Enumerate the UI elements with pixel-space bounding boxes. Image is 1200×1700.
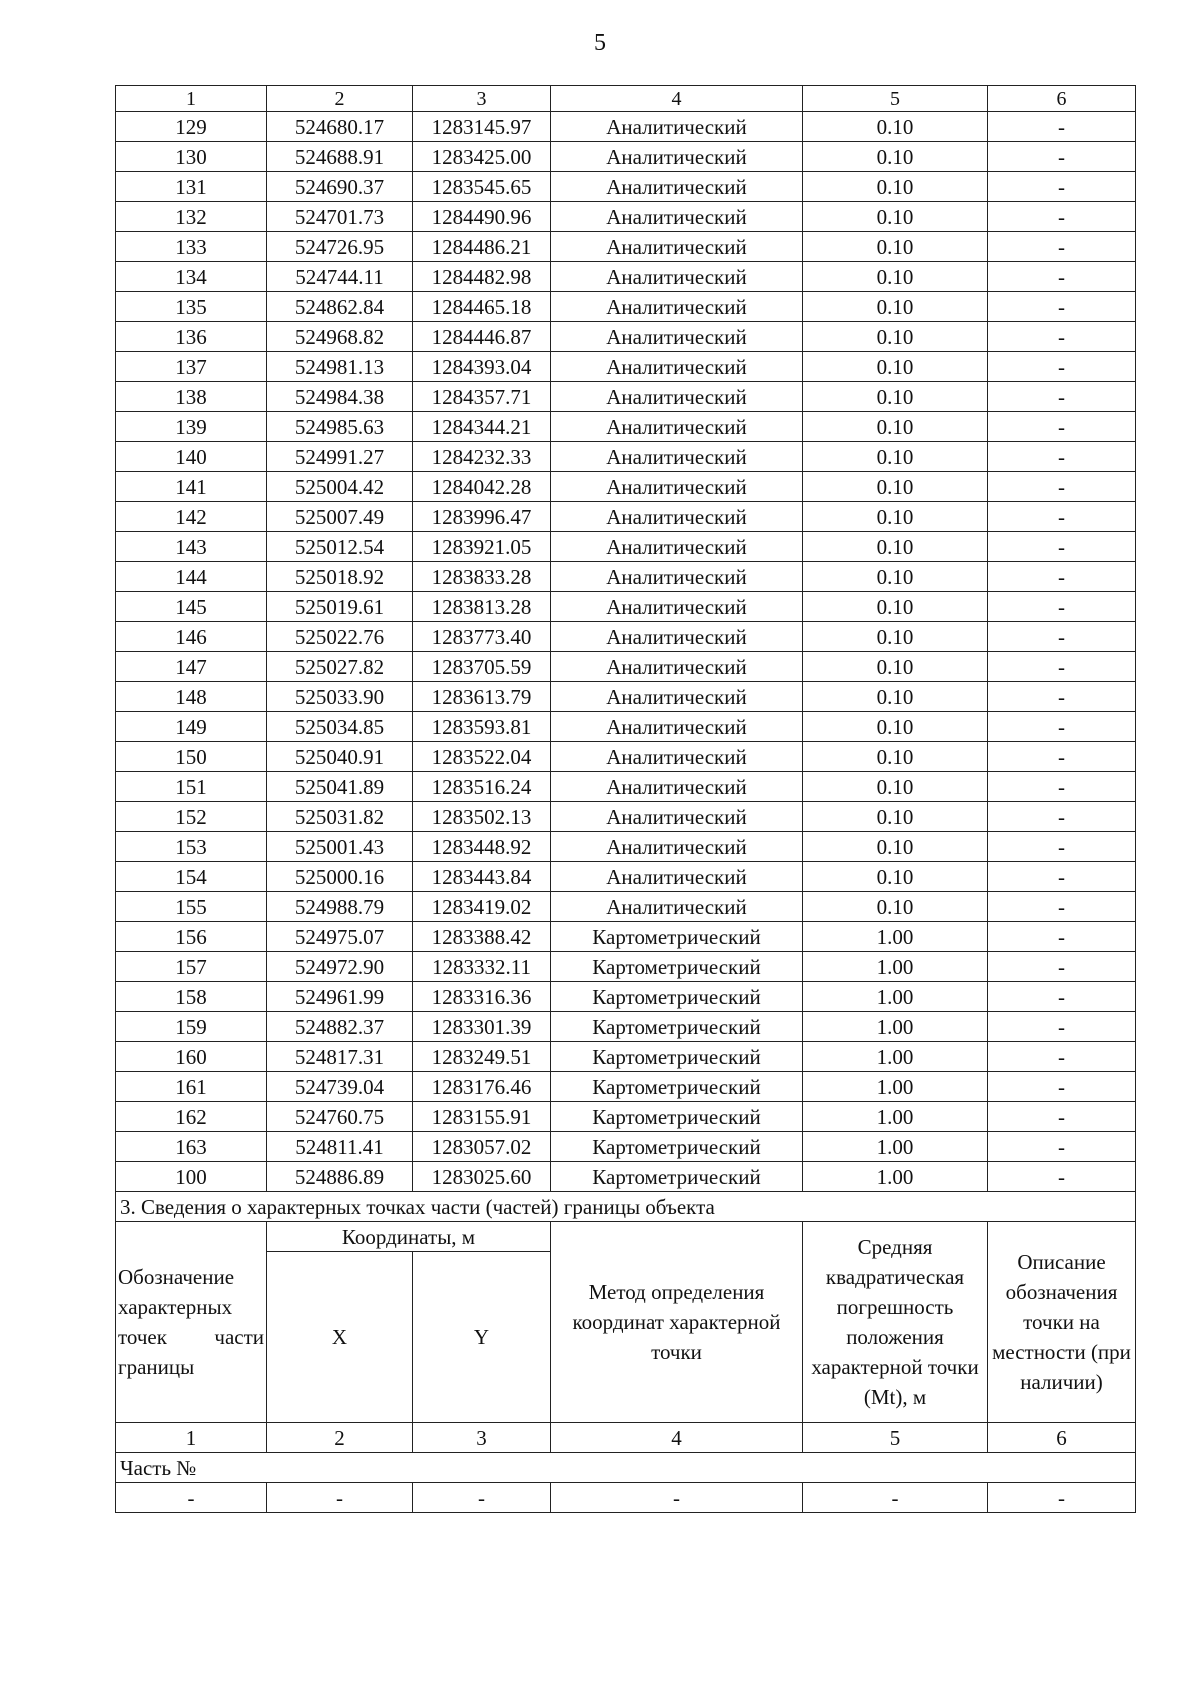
mean-error-cell: 1.00 <box>803 1132 988 1162</box>
description-cell: - <box>988 442 1136 472</box>
method-cell: Аналитический <box>551 772 803 802</box>
description-cell: - <box>988 202 1136 232</box>
method-cell: Аналитический <box>551 802 803 832</box>
y-coordinate-cell: 1283425.00 <box>413 142 551 172</box>
x-coordinate-cell: 525012.54 <box>267 532 413 562</box>
y-coordinate-cell: 1283705.59 <box>413 652 551 682</box>
point-number-cell: 140 <box>116 442 267 472</box>
method-cell: Аналитический <box>551 352 803 382</box>
method-cell: Аналитический <box>551 862 803 892</box>
y-coordinate-cell: 1283025.60 <box>413 1162 551 1192</box>
y-coordinate-cell: 1283613.79 <box>413 682 551 712</box>
point-number-cell: 143 <box>116 532 267 562</box>
table-row <box>116 952 1136 982</box>
mean-error-cell: 0.10 <box>803 622 988 652</box>
header-error: Средняя квадратическая погрешность положения характерной точки (Mt), м <box>803 1222 988 1423</box>
description-cell: - <box>988 352 1136 382</box>
mean-error-cell: 0.10 <box>803 412 988 442</box>
y-coordinate-cell: 1283443.84 <box>413 862 551 892</box>
method-cell: Аналитический <box>551 232 803 262</box>
y-coordinate-cell: 1283833.28 <box>413 562 551 592</box>
y-coordinate-cell: 1283332.11 <box>413 952 551 982</box>
column-number: 4 <box>551 1423 803 1453</box>
y-coordinate-cell: 1283155.91 <box>413 1102 551 1132</box>
header-designation-line: характерных <box>118 1295 233 1319</box>
y-coordinate-cell: 1284490.96 <box>413 202 551 232</box>
x-coordinate-cell: 524975.07 <box>267 922 413 952</box>
point-number-cell: 129 <box>116 112 267 142</box>
point-number-cell: 156 <box>116 922 267 952</box>
y-coordinate-cell: 1283522.04 <box>413 742 551 772</box>
column-number: 4 <box>551 86 803 112</box>
method-cell: Аналитический <box>551 622 803 652</box>
point-number-cell: 133 <box>116 232 267 262</box>
y-coordinate-cell: 1283057.02 <box>413 1132 551 1162</box>
point-number-cell: 141 <box>116 472 267 502</box>
empty-cell: - <box>988 1483 1136 1513</box>
mean-error-cell: 0.10 <box>803 652 988 682</box>
y-coordinate-cell: 1283316.36 <box>413 982 551 1012</box>
method-cell: Аналитический <box>551 532 803 562</box>
section-header-row <box>116 1222 1136 1252</box>
description-cell: - <box>988 562 1136 592</box>
method-cell: Картометрический <box>551 952 803 982</box>
x-coordinate-cell: 525007.49 <box>267 502 413 532</box>
x-coordinate-cell: 524726.95 <box>267 232 413 262</box>
description-cell: - <box>988 172 1136 202</box>
method-cell: Аналитический <box>551 172 803 202</box>
point-number-cell: 100 <box>116 1162 267 1192</box>
point-number-cell: 157 <box>116 952 267 982</box>
y-coordinate-cell: 1284344.21 <box>413 412 551 442</box>
point-number-cell: 138 <box>116 382 267 412</box>
x-coordinate-cell: 524961.99 <box>267 982 413 1012</box>
x-coordinate-cell: 525004.42 <box>267 472 413 502</box>
y-coordinate-cell: 1284042.28 <box>413 472 551 502</box>
x-coordinate-cell: 524886.89 <box>267 1162 413 1192</box>
method-cell: Аналитический <box>551 562 803 592</box>
x-coordinate-cell: 524981.13 <box>267 352 413 382</box>
table-row <box>116 1132 1136 1162</box>
x-coordinate-cell: 524760.75 <box>267 1102 413 1132</box>
point-number-cell: 149 <box>116 712 267 742</box>
description-cell: - <box>988 652 1136 682</box>
table-row <box>116 802 1136 832</box>
column-number: 1 <box>116 86 267 112</box>
table-row <box>116 412 1136 442</box>
x-coordinate-cell: 525018.92 <box>267 562 413 592</box>
table-row <box>116 652 1136 682</box>
x-coordinate-cell: 525001.43 <box>267 832 413 862</box>
y-coordinate-cell: 1283996.47 <box>413 502 551 532</box>
x-coordinate-cell: 524680.17 <box>267 112 413 142</box>
table-row <box>116 322 1136 352</box>
mean-error-cell: 0.10 <box>803 592 988 622</box>
mean-error-cell: 0.10 <box>803 502 988 532</box>
column-number: 2 <box>267 1423 413 1453</box>
y-coordinate-cell: 1283813.28 <box>413 592 551 622</box>
page-number: 5 <box>594 30 606 56</box>
y-coordinate-cell: 1284446.87 <box>413 322 551 352</box>
point-number-cell: 161 <box>116 1072 267 1102</box>
mean-error-cell: 0.10 <box>803 262 988 292</box>
method-cell: Аналитический <box>551 262 803 292</box>
table-row <box>116 712 1136 742</box>
column-number: 3 <box>413 86 551 112</box>
column-number: 3 <box>413 1423 551 1453</box>
column-number: 5 <box>803 86 988 112</box>
column-number: 6 <box>988 1423 1136 1453</box>
method-cell: Аналитический <box>551 112 803 142</box>
table-row <box>116 502 1136 532</box>
mean-error-cell: 1.00 <box>803 1102 988 1132</box>
y-coordinate-cell: 1284486.21 <box>413 232 551 262</box>
y-coordinate-cell: 1283593.81 <box>413 712 551 742</box>
table-row <box>116 1042 1136 1072</box>
table-row <box>116 892 1136 922</box>
x-coordinate-cell: 525027.82 <box>267 652 413 682</box>
mean-error-cell: 0.10 <box>803 772 988 802</box>
y-coordinate-cell: 1283419.02 <box>413 892 551 922</box>
point-number-cell: 151 <box>116 772 267 802</box>
mean-error-cell: 0.10 <box>803 532 988 562</box>
y-coordinate-cell: 1284393.04 <box>413 352 551 382</box>
mean-error-cell: 0.10 <box>803 682 988 712</box>
method-cell: Аналитический <box>551 832 803 862</box>
table-row <box>116 1012 1136 1042</box>
column-number: 1 <box>116 1423 267 1453</box>
y-coordinate-cell: 1284465.18 <box>413 292 551 322</box>
mean-error-cell: 0.10 <box>803 442 988 472</box>
x-coordinate-cell: 524972.90 <box>267 952 413 982</box>
mean-error-cell: 0.10 <box>803 742 988 772</box>
empty-cell: - <box>413 1483 551 1513</box>
mean-error-cell: 0.10 <box>803 862 988 892</box>
y-coordinate-cell: 1283502.13 <box>413 802 551 832</box>
method-cell: Аналитический <box>551 652 803 682</box>
method-cell: Картометрический <box>551 982 803 1012</box>
point-number-cell: 145 <box>116 592 267 622</box>
method-cell: Картометрический <box>551 1072 803 1102</box>
point-number-cell: 152 <box>116 802 267 832</box>
x-coordinate-cell: 525031.82 <box>267 802 413 832</box>
x-coordinate-cell: 524988.79 <box>267 892 413 922</box>
table-row <box>116 202 1136 232</box>
header-designation-line: точек части <box>118 1325 264 1349</box>
table-row <box>116 682 1136 712</box>
x-coordinate-cell: 525033.90 <box>267 682 413 712</box>
method-cell: Аналитический <box>551 292 803 322</box>
description-cell: - <box>988 292 1136 322</box>
part-label-row <box>116 1453 1136 1483</box>
point-number-cell: 159 <box>116 1012 267 1042</box>
point-number-cell: 153 <box>116 832 267 862</box>
description-cell: - <box>988 1162 1136 1192</box>
mean-error-cell: 0.10 <box>803 292 988 322</box>
description-cell: - <box>988 892 1136 922</box>
description-cell: - <box>988 742 1136 772</box>
point-number-cell: 131 <box>116 172 267 202</box>
point-number-cell: 134 <box>116 262 267 292</box>
mean-error-cell: 0.10 <box>803 472 988 502</box>
description-cell: - <box>988 382 1136 412</box>
section-title-row <box>116 1192 1136 1222</box>
method-cell: Аналитический <box>551 472 803 502</box>
method-cell: Картометрический <box>551 922 803 952</box>
mean-error-cell: 0.10 <box>803 232 988 262</box>
y-coordinate-cell: 1284482.98 <box>413 262 551 292</box>
description-cell: - <box>988 322 1136 352</box>
header-y: Y <box>413 1252 551 1423</box>
description-cell: - <box>988 802 1136 832</box>
mean-error-cell: 1.00 <box>803 1072 988 1102</box>
method-cell: Картометрический <box>551 1162 803 1192</box>
method-cell: Аналитический <box>551 142 803 172</box>
point-number-cell: 142 <box>116 502 267 532</box>
description-cell: - <box>988 772 1136 802</box>
point-number-cell: 144 <box>116 562 267 592</box>
table-row <box>116 532 1136 562</box>
x-coordinate-cell: 524862.84 <box>267 292 413 322</box>
point-number-cell: 135 <box>116 292 267 322</box>
description-cell: - <box>988 262 1136 292</box>
table-row <box>116 292 1136 322</box>
method-cell: Картометрический <box>551 1102 803 1132</box>
header-designation-line: Обозначение <box>118 1265 235 1289</box>
header-method: Метод определения координат характерной точки <box>551 1222 803 1423</box>
table-row <box>116 622 1136 652</box>
mean-error-cell: 0.10 <box>803 382 988 412</box>
table-row <box>116 742 1136 772</box>
method-cell: Аналитический <box>551 712 803 742</box>
point-number-cell: 163 <box>116 1132 267 1162</box>
mean-error-cell: 0.10 <box>803 562 988 592</box>
empty-cell: - <box>267 1483 413 1513</box>
table-row <box>116 472 1136 502</box>
point-number-cell: 146 <box>116 622 267 652</box>
method-cell: Аналитический <box>551 382 803 412</box>
table-row <box>116 922 1136 952</box>
y-coordinate-cell: 1284357.71 <box>413 382 551 412</box>
table-row <box>116 172 1136 202</box>
method-cell: Аналитический <box>551 442 803 472</box>
description-cell: - <box>988 862 1136 892</box>
table-row <box>116 382 1136 412</box>
method-cell: Аналитический <box>551 412 803 442</box>
table-row <box>116 232 1136 262</box>
mean-error-cell: 0.10 <box>803 172 988 202</box>
x-coordinate-cell: 524739.04 <box>267 1072 413 1102</box>
method-cell: Аналитический <box>551 592 803 622</box>
mean-error-cell: 0.10 <box>803 892 988 922</box>
description-cell: - <box>988 502 1136 532</box>
description-cell: - <box>988 1012 1136 1042</box>
table-row <box>116 142 1136 172</box>
method-cell: Аналитический <box>551 742 803 772</box>
mean-error-cell: 0.10 <box>803 322 988 352</box>
x-coordinate-cell: 524817.31 <box>267 1042 413 1072</box>
description-cell: - <box>988 712 1136 742</box>
description-cell: - <box>988 682 1136 712</box>
header-description: Описание обозначения точки на местности (при наличии) <box>988 1222 1136 1423</box>
table-row <box>116 772 1136 802</box>
x-coordinate-cell: 524984.38 <box>267 382 413 412</box>
method-cell: Картометрический <box>551 1042 803 1072</box>
point-number-cell: 139 <box>116 412 267 442</box>
table-row <box>116 862 1136 892</box>
mean-error-cell: 1.00 <box>803 1162 988 1192</box>
x-coordinate-cell: 524985.63 <box>267 412 413 442</box>
description-cell: - <box>988 952 1136 982</box>
header-x: X <box>267 1252 413 1423</box>
description-cell: - <box>988 1042 1136 1072</box>
table-row <box>116 442 1136 472</box>
point-number-cell: 160 <box>116 1042 267 1072</box>
x-coordinate-cell: 524882.37 <box>267 1012 413 1042</box>
description-cell: - <box>988 1102 1136 1132</box>
description-cell: - <box>988 832 1136 862</box>
mean-error-cell: 0.10 <box>803 712 988 742</box>
y-coordinate-cell: 1283448.92 <box>413 832 551 862</box>
mean-error-cell: 1.00 <box>803 982 988 1012</box>
description-cell: - <box>988 982 1136 1012</box>
table-row <box>116 832 1136 862</box>
point-number-cell: 148 <box>116 682 267 712</box>
table-row <box>116 1072 1136 1102</box>
mean-error-cell: 0.10 <box>803 802 988 832</box>
method-cell: Картометрический <box>551 1012 803 1042</box>
x-coordinate-cell: 525022.76 <box>267 622 413 652</box>
mean-error-cell: 0.10 <box>803 112 988 142</box>
x-coordinate-cell: 525041.89 <box>267 772 413 802</box>
description-cell: - <box>988 592 1136 622</box>
mean-error-cell: 1.00 <box>803 922 988 952</box>
y-coordinate-cell: 1283176.46 <box>413 1072 551 1102</box>
header-coordinates: Координаты, м <box>267 1222 551 1252</box>
y-coordinate-cell: 1283773.40 <box>413 622 551 652</box>
method-cell: Аналитический <box>551 502 803 532</box>
table-row <box>116 262 1136 292</box>
table-row <box>116 592 1136 622</box>
point-number-cell: 155 <box>116 892 267 922</box>
x-coordinate-cell: 524811.41 <box>267 1132 413 1162</box>
point-number-cell: 150 <box>116 742 267 772</box>
table-row <box>116 562 1136 592</box>
mean-error-cell: 0.10 <box>803 142 988 172</box>
empty-cell: - <box>116 1483 267 1513</box>
point-number-cell: 132 <box>116 202 267 232</box>
section-column-number-row <box>116 1423 1136 1453</box>
y-coordinate-cell: 1283301.39 <box>413 1012 551 1042</box>
column-number: 2 <box>267 86 413 112</box>
coordinates-table <box>115 85 1136 1513</box>
empty-cell: - <box>551 1483 803 1513</box>
description-cell: - <box>988 472 1136 502</box>
x-coordinate-cell: 525019.61 <box>267 592 413 622</box>
description-cell: - <box>988 232 1136 262</box>
point-number-cell: 154 <box>116 862 267 892</box>
description-cell: - <box>988 112 1136 142</box>
mean-error-cell: 0.10 <box>803 352 988 382</box>
point-number-cell: 136 <box>116 322 267 352</box>
description-cell: - <box>988 1132 1136 1162</box>
y-coordinate-cell: 1283388.42 <box>413 922 551 952</box>
header-designation <box>116 1222 267 1423</box>
table-row <box>116 982 1136 1012</box>
method-cell: Аналитический <box>551 892 803 922</box>
method-cell: Аналитический <box>551 682 803 712</box>
column-number: 5 <box>803 1423 988 1453</box>
description-cell: - <box>988 922 1136 952</box>
mean-error-cell: 0.10 <box>803 832 988 862</box>
part-label: Часть № <box>116 1453 1136 1483</box>
column-number-row <box>116 86 1136 112</box>
x-coordinate-cell: 525040.91 <box>267 742 413 772</box>
table-row <box>116 1162 1136 1192</box>
y-coordinate-cell: 1283516.24 <box>413 772 551 802</box>
x-coordinate-cell: 524690.37 <box>267 172 413 202</box>
mean-error-cell: 1.00 <box>803 1012 988 1042</box>
y-coordinate-cell: 1283545.65 <box>413 172 551 202</box>
x-coordinate-cell: 524744.11 <box>267 262 413 292</box>
description-cell: - <box>988 412 1136 442</box>
x-coordinate-cell: 524701.73 <box>267 202 413 232</box>
method-cell: Аналитический <box>551 202 803 232</box>
description-cell: - <box>988 622 1136 652</box>
x-coordinate-cell: 525000.16 <box>267 862 413 892</box>
x-coordinate-cell: 524968.82 <box>267 322 413 352</box>
y-coordinate-cell: 1284232.33 <box>413 442 551 472</box>
point-number-cell: 130 <box>116 142 267 172</box>
mean-error-cell: 1.00 <box>803 1042 988 1072</box>
x-coordinate-cell: 524688.91 <box>267 142 413 172</box>
x-coordinate-cell: 524991.27 <box>267 442 413 472</box>
table-row <box>116 1102 1136 1132</box>
point-number-cell: 137 <box>116 352 267 382</box>
empty-cell: - <box>803 1483 988 1513</box>
description-cell: - <box>988 1072 1136 1102</box>
description-cell: - <box>988 532 1136 562</box>
empty-row <box>116 1483 1136 1513</box>
y-coordinate-cell: 1283249.51 <box>413 1042 551 1072</box>
section-title: 3. Сведения о характерных точках части (частей) границы объекта <box>116 1192 1136 1222</box>
header-designation-line: границы <box>118 1355 195 1379</box>
mean-error-cell: 1.00 <box>803 952 988 982</box>
table-row <box>116 112 1136 142</box>
x-coordinate-cell: 525034.85 <box>267 712 413 742</box>
y-coordinate-cell: 1283145.97 <box>413 112 551 142</box>
point-number-cell: 158 <box>116 982 267 1012</box>
point-number-cell: 147 <box>116 652 267 682</box>
description-cell: - <box>988 142 1136 172</box>
mean-error-cell: 0.10 <box>803 202 988 232</box>
table-row <box>116 352 1136 382</box>
column-number: 6 <box>988 86 1136 112</box>
point-number-cell: 162 <box>116 1102 267 1132</box>
y-coordinate-cell: 1283921.05 <box>413 532 551 562</box>
method-cell: Аналитический <box>551 322 803 352</box>
method-cell: Картометрический <box>551 1132 803 1162</box>
